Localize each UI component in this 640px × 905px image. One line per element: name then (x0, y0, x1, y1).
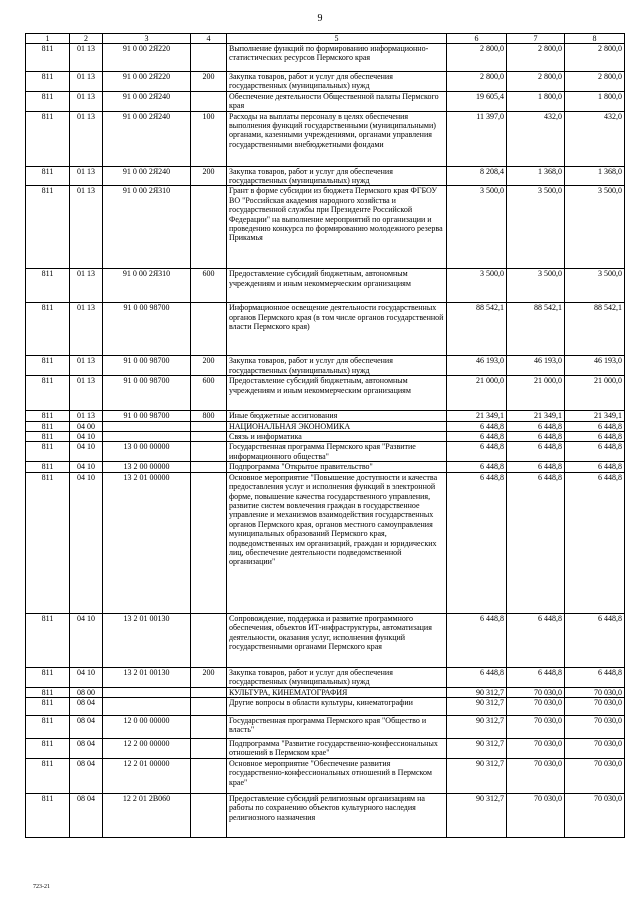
cell-expense-type (191, 186, 227, 269)
cell-grbs: 811 (26, 421, 70, 431)
cell-grbs: 811 (26, 186, 70, 269)
column-header: 8 (565, 34, 625, 44)
cell-amount-1: 90 312,7 (447, 793, 507, 837)
cell-expense-type (191, 303, 227, 356)
cell-amount-2: 70 030,0 (507, 738, 565, 758)
cell-description: Другие вопросы в области культуры, кинематографии (227, 697, 447, 715)
cell-section: 04 10 (70, 432, 103, 442)
cell-section: 01 13 (70, 91, 103, 111)
table-row (26, 44, 625, 72)
cell-section: 04 10 (70, 667, 103, 687)
cell-expense-type (191, 462, 227, 472)
cell-amount-3: 2 800,0 (565, 72, 625, 92)
cell-expense-type: 800 (191, 411, 227, 421)
table-row (26, 715, 625, 738)
column-header: 1 (26, 34, 70, 44)
cell-expense-type: 200 (191, 72, 227, 92)
cell-target-article: 91 0 00 2Я240 (103, 91, 191, 111)
cell-description: Выполнение функций по формированию информационно-статистических ресурсов Пермского края (227, 44, 447, 72)
cell-amount-3: 21 000,0 (565, 376, 625, 411)
cell-description: НАЦИОНАЛЬНАЯ ЭКОНОМИКА (227, 421, 447, 431)
cell-amount-3: 6 448,8 (565, 667, 625, 687)
cell-grbs: 811 (26, 793, 70, 837)
table-row (26, 376, 625, 411)
cell-target-article: 91 0 00 2Я220 (103, 44, 191, 72)
column-header: 5 (227, 34, 447, 44)
cell-amount-1: 90 312,7 (447, 738, 507, 758)
cell-amount-2: 6 448,8 (507, 472, 565, 613)
cell-expense-type: 600 (191, 376, 227, 411)
cell-description: Основное мероприятие "Повышение доступности и качества предоставления услуг и исполнения функций в электронной форме, повышение качества государственного управления, развитие систем вовлечения граждан в государственное управление и механизмов взаимодействия государственных органов Пермского края, органов местного самоуправления муниципальных образований Пермского края, подведомственных им организаций, граждан и юридических лиц, обеспечение деятельности подведомственной организации" (227, 472, 447, 613)
cell-target-article: 91 0 00 2Я310 (103, 186, 191, 269)
cell-amount-2: 6 448,8 (507, 432, 565, 442)
cell-amount-3: 6 448,8 (565, 613, 625, 667)
cell-amount-3: 46 193,0 (565, 356, 625, 376)
cell-section: 08 04 (70, 738, 103, 758)
cell-expense-type (191, 715, 227, 738)
cell-target-article: 91 0 00 98700 (103, 303, 191, 356)
cell-amount-2: 2 800,0 (507, 44, 565, 72)
cell-amount-3: 6 448,8 (565, 462, 625, 472)
cell-amount-3: 1 368,0 (565, 166, 625, 186)
cell-amount-2: 6 448,8 (507, 442, 565, 462)
cell-expense-type (191, 613, 227, 667)
cell-amount-2: 432,0 (507, 111, 565, 166)
cell-expense-type: 600 (191, 269, 227, 303)
table-row (26, 462, 625, 472)
cell-section: 01 13 (70, 111, 103, 166)
table-row (26, 667, 625, 687)
cell-amount-1: 46 193,0 (447, 356, 507, 376)
cell-description: Обеспечение деятельности Общественной палаты Пермского края (227, 91, 447, 111)
cell-description: Государственная программа Пермского края "Общество и власть" (227, 715, 447, 738)
cell-amount-1: 2 800,0 (447, 72, 507, 92)
table-header (26, 34, 625, 44)
cell-expense-type: 200 (191, 166, 227, 186)
cell-amount-1: 11 397,0 (447, 111, 507, 166)
cell-amount-3: 6 448,8 (565, 432, 625, 442)
table-row (26, 269, 625, 303)
cell-expense-type (191, 421, 227, 431)
cell-grbs: 811 (26, 462, 70, 472)
cell-description: Закупка товаров, работ и услуг для обеспечения государственных (муниципальных) нужд (227, 356, 447, 376)
cell-target-article: 13 2 01 00000 (103, 472, 191, 613)
cell-section: 08 00 (70, 687, 103, 697)
cell-section: 04 10 (70, 613, 103, 667)
cell-section: 04 00 (70, 421, 103, 431)
cell-section: 08 04 (70, 697, 103, 715)
cell-grbs: 811 (26, 667, 70, 687)
cell-expense-type (191, 697, 227, 715)
table-row (26, 442, 625, 462)
cell-grbs: 811 (26, 758, 70, 793)
column-header: 2 (70, 34, 103, 44)
cell-target-article: 91 0 00 98700 (103, 356, 191, 376)
cell-section: 04 10 (70, 442, 103, 462)
cell-grbs: 811 (26, 376, 70, 411)
page-number: 9 (317, 13, 323, 24)
cell-section: 01 13 (70, 72, 103, 92)
table-row (26, 411, 625, 421)
cell-target-article: 13 2 01 00130 (103, 667, 191, 687)
table-row (26, 613, 625, 667)
table-row (26, 186, 625, 269)
cell-amount-1: 6 448,8 (447, 472, 507, 613)
cell-expense-type: 200 (191, 356, 227, 376)
cell-description: Сопровождение, поддержка и развитие программного обеспечения, объектов ИТ-инфраструктуры, автоматизация деятельности, оказания услуг, исполнения функций государственными органами Пермского края (227, 613, 447, 667)
cell-amount-3: 1 800,0 (565, 91, 625, 111)
budget-table (25, 33, 625, 838)
column-header: 6 (447, 34, 507, 44)
cell-amount-2: 1 800,0 (507, 91, 565, 111)
cell-amount-1: 8 208,4 (447, 166, 507, 186)
cell-expense-type (191, 793, 227, 837)
cell-expense-type: 200 (191, 667, 227, 687)
cell-amount-1: 90 312,7 (447, 687, 507, 697)
cell-amount-2: 70 030,0 (507, 758, 565, 793)
cell-target-article: 12 2 01 00000 (103, 758, 191, 793)
table-row (26, 472, 625, 613)
cell-description: Закупка товаров, работ и услуг для обеспечения государственных (муниципальных) нужд (227, 166, 447, 186)
cell-target-article: 91 0 00 2Я240 (103, 111, 191, 166)
cell-section: 04 10 (70, 472, 103, 613)
cell-grbs: 811 (26, 303, 70, 356)
cell-amount-3: 21 349,1 (565, 411, 625, 421)
cell-amount-1: 2 800,0 (447, 44, 507, 72)
cell-amount-2: 70 030,0 (507, 687, 565, 697)
cell-amount-2: 6 448,8 (507, 462, 565, 472)
cell-grbs: 811 (26, 411, 70, 421)
cell-target-article: 12 0 00 00000 (103, 715, 191, 738)
cell-description: Иные бюджетные ассигнования (227, 411, 447, 421)
cell-amount-1: 21 349,1 (447, 411, 507, 421)
cell-amount-2: 3 500,0 (507, 269, 565, 303)
cell-description: КУЛЬТУРА, КИНЕМАТОГРАФИЯ (227, 687, 447, 697)
cell-description: Информационное освещение деятельности государственных органов Пермского края (в том числе органов государственной власти Пермского края) (227, 303, 447, 356)
column-header: 7 (507, 34, 565, 44)
cell-expense-type (191, 442, 227, 462)
cell-description: Предоставление субсидий бюджетным, автономным учреждениям и иным некоммерческим организациям (227, 269, 447, 303)
cell-target-article (103, 687, 191, 697)
cell-amount-3: 432,0 (565, 111, 625, 166)
cell-amount-1: 6 448,8 (447, 432, 507, 442)
cell-description: Подпрограмма "Открытое правительство" (227, 462, 447, 472)
cell-amount-1: 3 500,0 (447, 269, 507, 303)
cell-amount-1: 19 605,4 (447, 91, 507, 111)
table-row (26, 421, 625, 431)
cell-section: 08 04 (70, 758, 103, 793)
cell-amount-1: 90 312,7 (447, 715, 507, 738)
cell-amount-1: 88 542,1 (447, 303, 507, 356)
cell-target-article: 12 2 00 00000 (103, 738, 191, 758)
cell-amount-3: 70 030,0 (565, 738, 625, 758)
cell-grbs: 811 (26, 356, 70, 376)
cell-amount-2: 46 193,0 (507, 356, 565, 376)
cell-amount-3: 70 030,0 (565, 687, 625, 697)
cell-description: Предоставление субсидий бюджетным, автономным учреждениям и иным некоммерческим организациям (227, 376, 447, 411)
cell-grbs: 811 (26, 472, 70, 613)
table-row (26, 303, 625, 356)
cell-target-article: 13 2 01 00130 (103, 613, 191, 667)
cell-section: 01 13 (70, 356, 103, 376)
cell-grbs: 811 (26, 687, 70, 697)
cell-amount-1: 90 312,7 (447, 697, 507, 715)
table-row (26, 758, 625, 793)
cell-description: Грант в форме субсидии из бюджета Пермского края ФГБОУ ВО "Российская академия народного хозяйства и государственной службы при Президенте Российской Федерации" на выполнение мероприятий по организации и проведению конкурса по формированию молодежного резерва Прикамья (227, 186, 447, 269)
cell-amount-3: 3 500,0 (565, 186, 625, 269)
cell-amount-1: 6 448,8 (447, 667, 507, 687)
cell-expense-type (191, 738, 227, 758)
cell-target-article (103, 421, 191, 431)
cell-grbs: 811 (26, 613, 70, 667)
cell-description: Расходы на выплаты персоналу в целях обеспечения выполнения функций государственными (муниципальными) органами, казенными учреждениями, органами управления государственными внебюджетными фондами (227, 111, 447, 166)
cell-expense-type (191, 44, 227, 72)
cell-expense-type (191, 432, 227, 442)
cell-expense-type (191, 91, 227, 111)
cell-grbs: 811 (26, 269, 70, 303)
cell-expense-type (191, 687, 227, 697)
cell-target-article: 91 0 00 2Я220 (103, 72, 191, 92)
cell-amount-1: 6 448,8 (447, 613, 507, 667)
table-row (26, 111, 625, 166)
cell-grbs: 811 (26, 738, 70, 758)
cell-amount-1: 90 312,7 (447, 758, 507, 793)
cell-section: 04 10 (70, 462, 103, 472)
cell-description: Государственная программа Пермского края "Развитие информационного общества" (227, 442, 447, 462)
cell-amount-3: 70 030,0 (565, 715, 625, 738)
cell-amount-3: 6 448,8 (565, 421, 625, 431)
cell-amount-2: 88 542,1 (507, 303, 565, 356)
cell-amount-2: 70 030,0 (507, 697, 565, 715)
cell-target-article: 12 2 01 2В060 (103, 793, 191, 837)
table-row (26, 432, 625, 442)
cell-amount-1: 21 000,0 (447, 376, 507, 411)
cell-amount-3: 70 030,0 (565, 697, 625, 715)
cell-target-article: 13 2 00 00000 (103, 462, 191, 472)
cell-amount-3: 70 030,0 (565, 793, 625, 837)
column-header: 3 (103, 34, 191, 44)
cell-target-article: 91 0 00 98700 (103, 376, 191, 411)
cell-section: 01 13 (70, 186, 103, 269)
cell-amount-1: 6 448,8 (447, 442, 507, 462)
cell-section: 01 13 (70, 303, 103, 356)
cell-amount-2: 21 000,0 (507, 376, 565, 411)
cell-amount-3: 70 030,0 (565, 758, 625, 793)
cell-expense-type: 100 (191, 111, 227, 166)
cell-section: 01 13 (70, 376, 103, 411)
cell-grbs: 811 (26, 715, 70, 738)
cell-grbs: 811 (26, 697, 70, 715)
table-row (26, 793, 625, 837)
cell-amount-2: 21 349,1 (507, 411, 565, 421)
cell-target-article: 13 0 00 00000 (103, 442, 191, 462)
table-row (26, 687, 625, 697)
cell-expense-type (191, 472, 227, 613)
cell-target-article (103, 432, 191, 442)
cell-amount-2: 6 448,8 (507, 613, 565, 667)
cell-expense-type (191, 758, 227, 793)
cell-section: 01 13 (70, 269, 103, 303)
cell-section: 01 13 (70, 44, 103, 72)
cell-grbs: 811 (26, 432, 70, 442)
cell-amount-3: 6 448,8 (565, 442, 625, 462)
cell-description: Основное мероприятие "Обеспечение развития государственно-конфессиональных отношений в Пермском крае" (227, 758, 447, 793)
table-row (26, 72, 625, 92)
document-code: 723-21 (33, 884, 50, 890)
cell-amount-1: 6 448,8 (447, 462, 507, 472)
cell-target-article: 91 0 00 98700 (103, 411, 191, 421)
cell-description: Подпрограмма "Развитие государственно-конфессиональных отношений в Пермском крае" (227, 738, 447, 758)
table-row (26, 91, 625, 111)
cell-section: 01 13 (70, 411, 103, 421)
cell-grbs: 811 (26, 442, 70, 462)
cell-target-article (103, 697, 191, 715)
cell-section: 08 04 (70, 793, 103, 837)
cell-amount-3: 6 448,8 (565, 472, 625, 613)
cell-target-article: 91 0 00 2Я240 (103, 166, 191, 186)
cell-target-article: 91 0 00 2Я310 (103, 269, 191, 303)
cell-amount-3: 3 500,0 (565, 269, 625, 303)
table-row (26, 738, 625, 758)
cell-grbs: 811 (26, 91, 70, 111)
cell-amount-2: 1 368,0 (507, 166, 565, 186)
cell-description: Связь и информатика (227, 432, 447, 442)
cell-amount-2: 70 030,0 (507, 715, 565, 738)
cell-section: 01 13 (70, 166, 103, 186)
cell-amount-2: 3 500,0 (507, 186, 565, 269)
cell-grbs: 811 (26, 72, 70, 92)
table-body (26, 44, 625, 838)
cell-amount-2: 6 448,8 (507, 421, 565, 431)
cell-amount-1: 3 500,0 (447, 186, 507, 269)
cell-amount-2: 2 800,0 (507, 72, 565, 92)
cell-amount-2: 70 030,0 (507, 793, 565, 837)
cell-amount-1: 6 448,8 (447, 421, 507, 431)
cell-grbs: 811 (26, 44, 70, 72)
cell-grbs: 811 (26, 111, 70, 166)
table-row (26, 356, 625, 376)
table-row (26, 697, 625, 715)
cell-description: Закупка товаров, работ и услуг для обеспечения государственных (муниципальных) нужд (227, 72, 447, 92)
cell-description: Предоставление субсидий религиозным организациям на работы по сохранению объектов культурного наследия религиозного назначения (227, 793, 447, 837)
cell-amount-2: 6 448,8 (507, 667, 565, 687)
cell-grbs: 811 (26, 166, 70, 186)
cell-amount-3: 2 800,0 (565, 44, 625, 72)
cell-amount-3: 88 542,1 (565, 303, 625, 356)
cell-section: 08 04 (70, 715, 103, 738)
column-header: 4 (191, 34, 227, 44)
table-row (26, 166, 625, 186)
cell-description: Закупка товаров, работ и услуг для обеспечения государственных (муниципальных) нужд (227, 667, 447, 687)
